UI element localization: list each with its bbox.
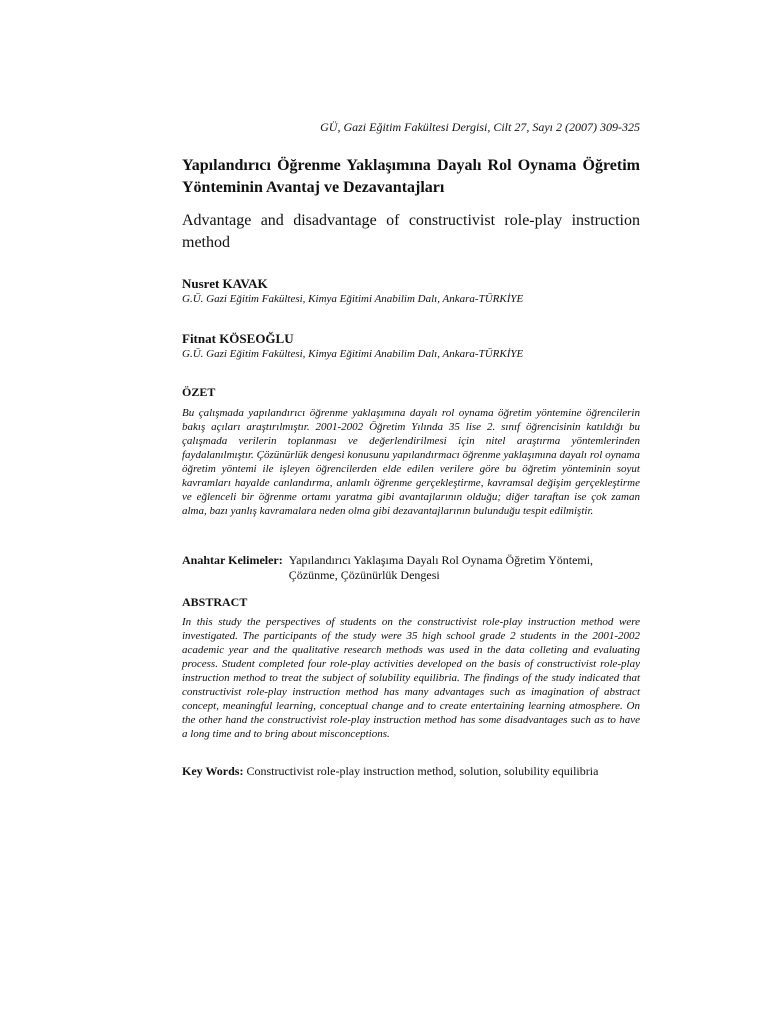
abstract-keywords-label: Key Words: — [182, 764, 244, 778]
abstract-keywords-values: Constructivist role-play instruction method, solution, solubility equilibria — [246, 764, 599, 778]
ozet-keywords-line2: Çözünme, Çözünürlük Dengesi — [288, 568, 440, 582]
title-turkish: Yapılandırıcı Öğrenme Yaklaşımına Dayalı Rol Oynama Öğretim Yönteminin Avantaj ve Dezavantajları — [182, 157, 640, 196]
ozet-heading: ÖZET — [182, 385, 216, 399]
author-block-1 — [182, 276, 640, 306]
ozet-keywords-label: Anahtar Kelimeler: — [182, 553, 283, 567]
author-name: Nusret KAVAK — [182, 276, 268, 291]
author-name: Fitnat KÖSEOĞLU — [182, 331, 294, 346]
ozet-keywords-line1: Yapılandırıcı Yaklaşıma Dayalı Rol Oynama Öğretim Yöntemi, — [288, 553, 594, 567]
ozet-keywords — [182, 553, 640, 583]
author-affiliation: G.Ü. Gazi Eğitim Fakültesi, Kimya Eğitimi Anabilim Dalı, Ankara-TÜRKİYE — [182, 293, 524, 305]
abstract-keywords — [182, 764, 640, 779]
author-affiliation: G.Ü. Gazi Eğitim Fakültesi, Kimya Eğitimi Anabilim Dalı, Ankara-TÜRKİYE — [182, 348, 524, 360]
abstract-body: In this study the perspectives of students on the constructivist role-play instruction method were investigated. The participants of the study were 35 high school grade 2 students in the 2001-2002 academic year and the qualitative research methods was used in the data colleting and evaluating process. Student completed four role-play activities developed on the basis of constructivist role-play instruction method to treat the subject of solubility equilibria. The findings of the study indicated that constructivist role-play instruction method has many advantages such as imagination of abstract concept, meaningful learning, conceptual change and to create entertaining learning atmosphere. On the other hand the constructivist role-play instruction method has some disadvantages such as to have a long time and to bring about misconceptions. — [182, 616, 640, 740]
author-block-2 — [182, 331, 640, 361]
ozet-body: Bu çalışmada yapılandırıcı öğrenme yaklaşımına dayalı rol oynama öğretim yöntemine öğrencilerin bakış açıları araştırılmıştır. 2001-2002 Öğretim Yılında 35 lise 2. sınıf öğrencisinin katıldığı bu çalışmada verilerin toplanması ve değerlendirilmesi için nitel araştırma yöntemlerinden faydalanılmıştır. Çözünürlük dengesi konusunu yapılandırmacı öğrenme yaklaşımına dayalı rol oynama öğretim yöntemi ile işleyen öğrencilerden elde edilen verilere göre bu öğretim yönteminin soyut kavramları hayalde canlandırma, anlamlı öğrenme gerçekleştirme, kavramsal değişim gerçekleştirme ve eğlenceli bir öğrenme ortamı yaratma gibi avantajlarının olduğu; diğer taraftan ise çok zaman alma, bazı yanlış kavramalara neden olma gibi dezavantajlarının bulunduğu tespit edilmiştir. — [182, 407, 640, 517]
title-english: Advantage and disadvantage of constructivist role-play instruction method — [182, 212, 640, 251]
journal-citation: GÜ, Gazi Eğitim Fakültesi Dergisi, Cilt 27, Sayı 2 (2007) 309-325 — [320, 120, 640, 134]
abstract-heading: ABSTRACT — [182, 595, 248, 609]
